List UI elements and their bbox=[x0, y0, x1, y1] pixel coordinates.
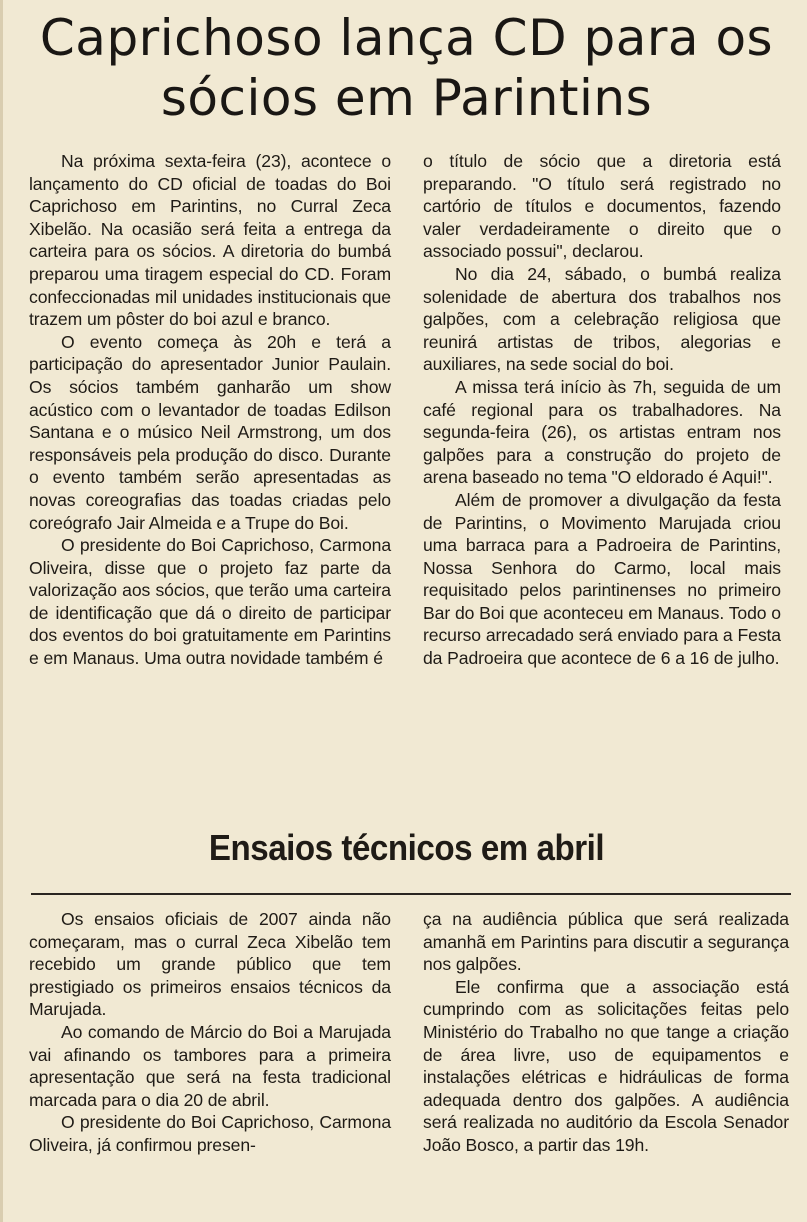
sidebar-headline: Ensaios técnicos em abril bbox=[208, 827, 605, 868]
article-paragraph: Além de promover a divulgação da festa de Parintins, o Movimento Marujada criou uma barraca para a Padroeira de Parintins, Nossa Senhora do Carmo, local mais requisitado pelos parintinenses no primeiro Bar do Boi que aconteceu em Manaus. Todo o recurso arrecadado será enviado para a Festa da Padroeira que acontece de 6 a 16 de julho. bbox=[423, 489, 781, 669]
sidebar-article-right-column bbox=[423, 908, 789, 1157]
article-paragraph: Os ensaios oficiais de 2007 ainda não começaram, mas o curral Zeca Xibelão tem recebido um grande público que tem prestigiado os primeiros ensaios técnicos da Marujada. bbox=[29, 909, 391, 1020]
article-paragraph: Na próxima sexta-feira (23), acontece o lançamento do CD oficial de toadas do Boi Caprichoso em Parintins, no Curral Zeca Xibelão. Na ocasião será feita a entrega da carteira para os sócios. A diretoria do bumbá preparou uma tiragem especial do CD. Foram confeccionadas mil unidades institucionais que trazem um pôster do boi azul e branco. bbox=[29, 151, 391, 330]
article-paragraph: O presidente do Boi Caprichoso, Carmona Oliveira, disse que o projeto faz parte da valorização aos sócios, que terão uma carteira de identificação que dá o direito de participar dos eventos do boi gratuitamente em Parintins e em Manaus. Uma outra novidade também é bbox=[29, 535, 391, 669]
sidebar-article-left-column bbox=[29, 908, 391, 1157]
article-paragraph-continuation: o título de sócio que a diretoria está preparando. "O título será registrado no cartório de títulos e documentos, fazendo valer verdadeiramente o direito que o associado possui", declarou. bbox=[423, 151, 781, 262]
article-paragraph: No dia 24, sábado, o bumbá realiza solenidade de abertura dos trabalhos nos galpões, com a celebração religiosa que reunirá artistas de tribos, alegorias e auxiliares, na sede social do boi. bbox=[423, 263, 781, 375]
article-paragraph: A missa terá início às 7h, seguida de um café regional para os trabalhadores. Na segunda-feira (26), os artistas entram nos galpões para a construção do projeto de arena baseado no tema "O eldorado é Aqui!". bbox=[423, 376, 781, 488]
headline-divider bbox=[31, 893, 791, 895]
article-paragraph: O evento começa às 20h e terá a participação do apresentador Junior Paulain. Os sócios também ganharão um show acústico com o levantador de toadas Edilson Santana e o músico Neil Armstrong, um dos responsáveis pela produção do disco. Durante o evento também serão apresentadas as novas coreografias das toadas criadas pelo coreógrafo Jair Almeida e a Trupe do Boi. bbox=[29, 331, 391, 533]
article-paragraph-continuation: ça na audiência pública que será realizada amanhã em Parintins para discutir a segurança nos galpões. bbox=[423, 909, 789, 975]
article-paragraph: Ao comando de Márcio do Boi a Marujada vai afinando os tambores para a primeira apresentação que será na festa tradicional marcada para o dia 20 de abril. bbox=[29, 1021, 391, 1110]
main-article-left-column bbox=[29, 150, 391, 670]
article-paragraph: Ele confirma que a associação está cumprindo com as solicitações feitas pelo Ministério do Trabalho no que tange a criação de área livre, uso de equipamentos e instalações elétricas e hidráulicas de forma adequada dentro dos galpões. A audiência será realizada no auditório da Escola Senador João Bosco, a partir das 19h. bbox=[423, 976, 789, 1155]
main-article-right-column bbox=[423, 150, 781, 670]
article-paragraph: O presidente do Boi Caprichoso, Carmona Oliveira, já confirmou presen- bbox=[29, 1112, 391, 1155]
main-headline: Caprichoso lança CD para os sócios em Parintins bbox=[39, 9, 774, 127]
